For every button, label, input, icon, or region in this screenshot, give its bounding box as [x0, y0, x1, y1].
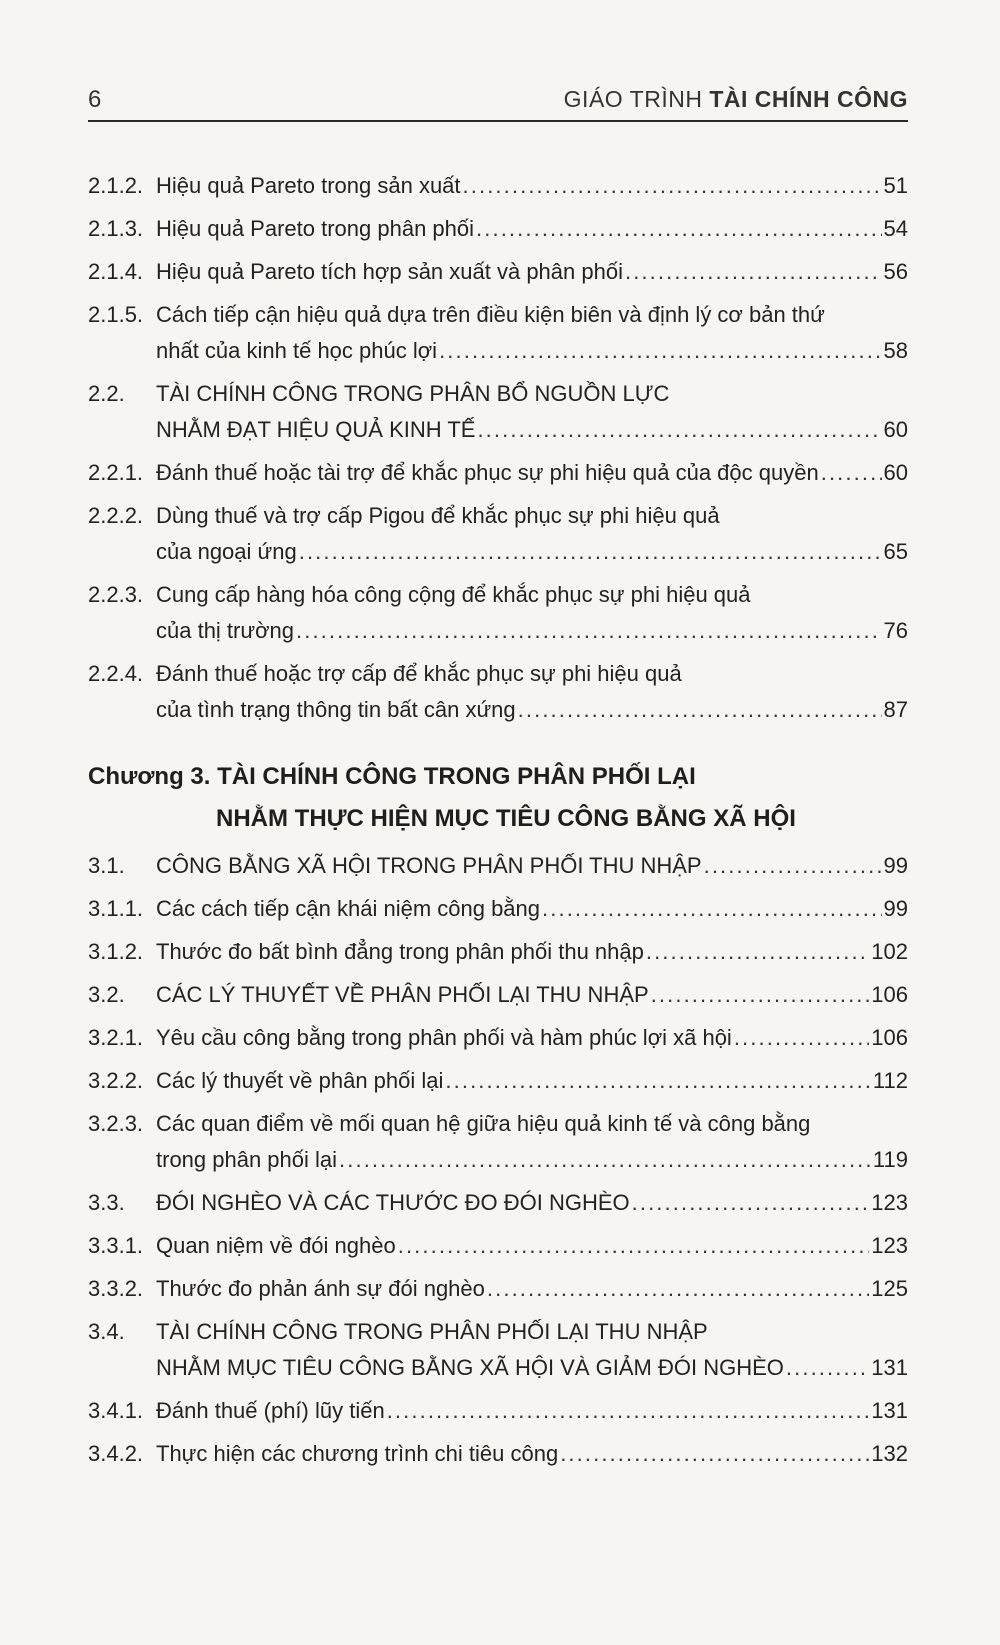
toc-entry	[88, 895, 908, 923]
toc-number: 2.1.5.	[88, 302, 144, 327]
toc-leader	[476, 215, 882, 243]
toc-entry	[88, 258, 908, 286]
running-title-bold: TÀI CHÍNH CÔNG	[709, 86, 908, 112]
toc-title: Các cách tiếp cận khái niệm công bằng	[156, 896, 541, 921]
toc-page: 60	[883, 417, 908, 442]
toc-number: 2.2.2.	[88, 503, 144, 528]
toc-leader	[299, 538, 882, 566]
toc-number: 2.1.3.	[88, 216, 144, 241]
toc-leader	[821, 459, 882, 487]
toc-number: 3.2.	[88, 982, 125, 1007]
toc-page: 106	[871, 1025, 908, 1050]
toc-number: 2.2.1.	[88, 460, 144, 485]
toc-title: Đánh thuế (phí) lũy tiến	[156, 1398, 385, 1423]
toc-title: Thước đo phản ánh sự đói nghèo	[156, 1276, 485, 1301]
toc-entry	[88, 215, 908, 243]
toc-page: 123	[871, 1190, 908, 1215]
toc-page: 131	[871, 1355, 908, 1380]
toc-number: 2.2.	[88, 381, 125, 406]
toc-title: Hiệu quả Pareto trong phân phối	[156, 216, 475, 241]
page-header	[88, 84, 908, 122]
toc-number: 3.1.1.	[88, 896, 144, 921]
toc-entry	[88, 1440, 908, 1468]
toc-number: 3.1.2.	[88, 939, 144, 964]
toc-title: CÔNG BẰNG XÃ HỘI TRONG PHÂN PHỐI THU NHẬP	[156, 853, 702, 878]
toc-title: Thực hiện các chương trình chi tiêu công	[156, 1441, 559, 1466]
toc-entry	[88, 1397, 908, 1425]
toc-number: 3.4.1.	[88, 1398, 144, 1423]
toc-page: 119	[872, 1147, 908, 1172]
toc-entry	[88, 938, 908, 966]
toc-title: Quan niệm về đói nghèo	[156, 1233, 396, 1258]
toc-title: CÁC LÝ THUYẾT VỀ PHÂN PHỐI LẠI THU NHẬP	[156, 982, 649, 1007]
toc-entry	[88, 581, 908, 645]
toc-leader	[518, 696, 882, 724]
toc-leader	[560, 1440, 869, 1468]
chapter-heading-line2: NHẰM THỰC HIỆN MỤC TIÊU CÔNG BẰNG XÃ HỘI	[216, 805, 796, 832]
toc-title-line1: Dùng thuế và trợ cấp Pigou để khắc phục sự phi hiệu quả	[156, 503, 720, 528]
toc-page: 102	[871, 939, 908, 964]
toc-title-line2: NHẰM MỤC TIÊU CÔNG BẰNG XÃ HỘI VÀ GIẢM ĐÓI NGHÈO	[156, 1355, 784, 1380]
toc-page: 51	[883, 173, 908, 198]
toc-number: 3.3.1.	[88, 1233, 144, 1258]
toc-page: 58	[883, 338, 908, 363]
page-number: 6	[88, 86, 102, 113]
toc-title: Thước đo bất bình đẳng trong phân phối thu nhập	[156, 939, 644, 964]
chapter-heading	[88, 762, 908, 834]
toc-page: 54	[883, 216, 908, 241]
running-title-regular: GIÁO TRÌNH	[563, 86, 703, 112]
toc-entry	[88, 981, 908, 1009]
toc-page: 99	[883, 853, 908, 878]
toc-number: 3.4.2.	[88, 1441, 144, 1466]
toc-leader	[477, 416, 881, 444]
toc-entry	[88, 1024, 908, 1052]
table-of-contents	[88, 172, 908, 1468]
toc-entry	[88, 459, 908, 487]
toc-title-line1: TÀI CHÍNH CÔNG TRONG PHÂN BỔ NGUỒN LỰC	[156, 381, 670, 406]
toc-title-line2: trong phân phối lại	[156, 1147, 338, 1172]
toc-number: 3.2.2.	[88, 1068, 144, 1093]
toc-leader	[786, 1354, 869, 1382]
toc-number: 3.3.2.	[88, 1276, 144, 1301]
toc-page: 131	[871, 1398, 908, 1423]
toc-leader	[646, 938, 869, 966]
toc-leader	[398, 1232, 870, 1260]
toc-entry	[88, 172, 908, 200]
toc-title: Yêu cầu công bằng trong phân phối và hàm phúc lợi xã hội	[156, 1025, 732, 1050]
toc-number: 3.3.	[88, 1190, 125, 1215]
chapter-heading-line1: Chương 3. TÀI CHÍNH CÔNG TRONG PHÂN PHỐI LẠI	[88, 763, 696, 790]
running-title	[564, 86, 908, 113]
toc-leader	[387, 1397, 870, 1425]
toc-entry	[88, 1318, 908, 1382]
toc-page: 99	[883, 896, 908, 921]
toc-title-line2: NHẰM ĐẠT HIỆU QUẢ KINH TẾ	[156, 417, 476, 442]
toc-page: 112	[872, 1068, 908, 1093]
toc-page: 76	[883, 618, 908, 643]
toc-title: Hiệu quả Pareto tích hợp sản xuất và phân phối	[156, 259, 623, 284]
toc-title-line1: TÀI CHÍNH CÔNG TRONG PHÂN PHỐI LẠI THU NHẬP	[156, 1319, 708, 1344]
toc-entry	[88, 1067, 908, 1095]
toc-entry	[88, 380, 908, 444]
toc-leader	[542, 895, 882, 923]
toc-number: 2.2.3.	[88, 582, 144, 607]
toc-title: Đánh thuế hoặc tài trợ để khắc phục sự phi hiệu quả của độc quyền	[156, 460, 819, 485]
toc-page: 106	[871, 982, 908, 1007]
toc-number: 3.1.	[88, 853, 125, 878]
toc-entry	[88, 1232, 908, 1260]
toc-number: 3.2.3.	[88, 1111, 144, 1136]
toc-entry	[88, 1275, 908, 1303]
toc-title-line2: của ngoại ứng	[156, 539, 297, 564]
toc-leader	[439, 337, 881, 365]
toc-number: 2.1.4.	[88, 259, 144, 284]
toc-page: 65	[883, 539, 908, 564]
toc-leader	[704, 852, 882, 880]
toc-title-line2: của tình trạng thông tin bất cân xứng	[156, 697, 516, 722]
toc-leader	[651, 981, 870, 1009]
toc-title: Các lý thuyết về phân phối lại	[156, 1068, 444, 1093]
toc-number: 2.1.2.	[88, 173, 144, 198]
toc-entry	[88, 301, 908, 365]
toc-page: 87	[883, 697, 908, 722]
toc-entry	[88, 1189, 908, 1217]
toc-leader	[734, 1024, 869, 1052]
toc-entry	[88, 852, 908, 880]
toc-leader	[445, 1067, 871, 1095]
toc-title: Hiệu quả Pareto trong sản xuất	[156, 173, 461, 198]
toc-title-line1: Đánh thuế hoặc trợ cấp để khắc phục sự phi hiệu quả	[156, 661, 682, 686]
toc-page: 132	[871, 1441, 908, 1466]
toc-title-line1: Cách tiếp cận hiệu quả dựa trên điều kiện biên và định lý cơ bản thứ	[156, 302, 825, 327]
toc-page: 56	[883, 259, 908, 284]
toc-entry	[88, 502, 908, 566]
toc-leader	[625, 258, 882, 286]
toc-leader	[339, 1146, 871, 1174]
toc-title-line2: của thị trường	[156, 618, 294, 643]
toc-title-line1: Các quan điểm về mối quan hệ giữa hiệu quả kinh tế và công bằng	[156, 1111, 811, 1136]
toc-title: ĐÓI NGHÈO VÀ CÁC THƯỚC ĐO ĐÓI NGHÈO	[156, 1190, 630, 1215]
toc-leader	[463, 172, 882, 200]
toc-page: 60	[883, 460, 908, 485]
toc-leader	[296, 617, 882, 645]
toc-page: 123	[871, 1233, 908, 1258]
toc-leader	[632, 1189, 870, 1217]
toc-entry	[88, 1110, 908, 1174]
toc-number: 3.2.1.	[88, 1025, 144, 1050]
toc-number: 2.2.4.	[88, 661, 144, 686]
toc-leader	[487, 1275, 869, 1303]
toc-title-line1: Cung cấp hàng hóa công cộng để khắc phục sự phi hiệu quả	[156, 582, 751, 607]
toc-page: 125	[871, 1276, 908, 1301]
toc-number: 3.4.	[88, 1319, 125, 1344]
toc-title-line2: nhất của kinh tế học phúc lợi	[156, 338, 438, 363]
toc-entry	[88, 660, 908, 724]
